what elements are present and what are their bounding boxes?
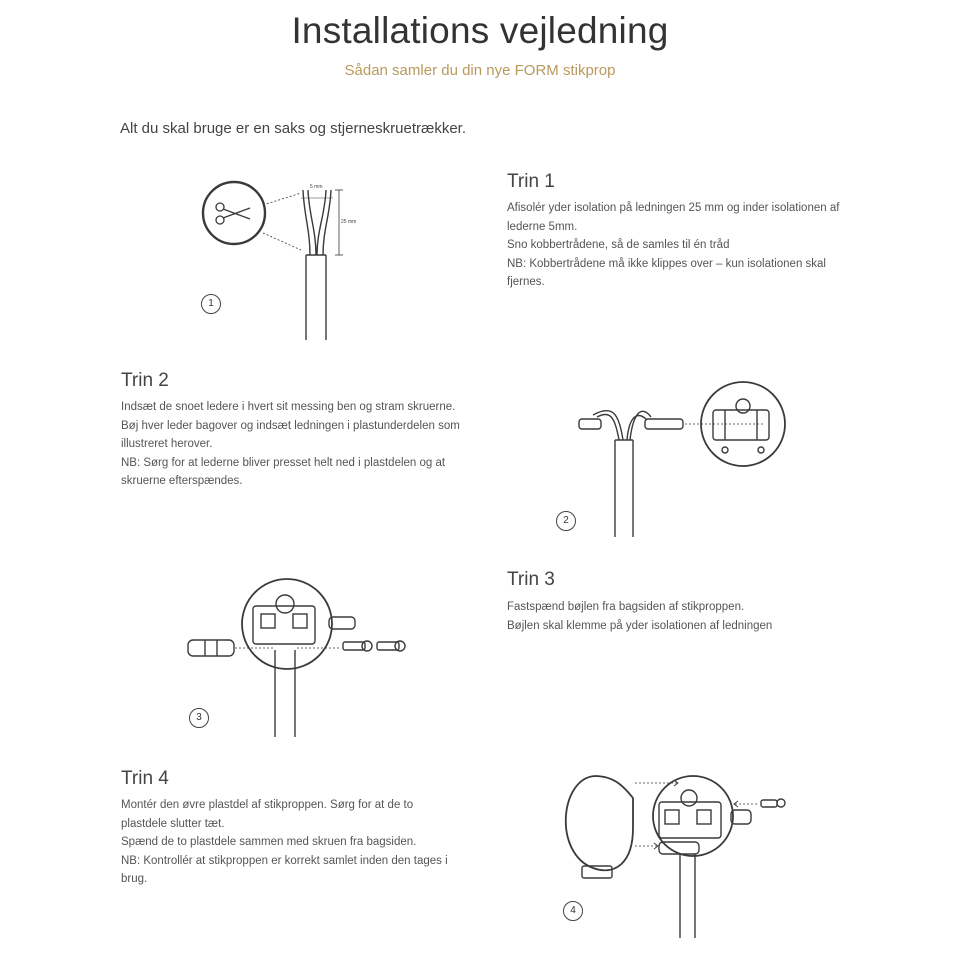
step-4-line: NB: Kontrollér at stikproppen er korrekt samlet inden den tages i [121,854,448,867]
step-4-heading: Trin 4 [121,768,169,789]
step-2-line: NB: Sørg for at lederne bliver presset helt ned i plastdelen og at [121,456,446,469]
step-2-line: skruerne efterspændes. [121,475,243,487]
step-3-text [507,598,847,635]
step-1-heading: Trin 1 [507,171,555,192]
step-1-text [507,199,847,292]
step-3-line: Bøjlen skal klemme på yder isolationen af ledningen [507,619,773,632]
dim-label-25mm: 25 mm [341,219,357,225]
step-1-line: Afisolér yder isolation på ledningen 25 mm og inder isolationen af [507,202,840,214]
step-3-illustration [185,572,410,742]
step-4-line: plastdele slutter tæt. [121,817,225,830]
step-4-line: Montér den øvre plastdel af stikproppen. Sørg for at de to [121,799,414,811]
figure-number-3: 3 [189,708,209,728]
intro-text: Alt du skal bruge er en saks og stjerneskruetrækker. [120,120,466,137]
step-2-line: Bøj hver leder bagover og indsæt ledningen i plastunderdelen som [121,419,460,432]
step-1-illustration [195,175,375,345]
step-4-line: brug. [121,873,148,885]
page-subtitle: Sådan samler du din nye FORM stikprop [344,62,616,79]
dim-label-5mm: 5 mm [310,184,323,190]
step-2-line: illustreret herover. [121,438,213,450]
step-1-line: Sno kobbertrådene, så de samles til én tråd [507,239,730,251]
step-3-heading: Trin 3 [507,569,555,590]
figure-number-1: 1 [201,294,221,314]
step-2-heading: Trin 2 [121,370,169,391]
page-title: Installations vejledning [291,10,669,51]
step-2-text [121,398,461,491]
step-1-line: lederne 5mm. [507,220,578,233]
scissors-icon [216,203,250,224]
step-4-line: Spænd de to plastdele sammen med skruen fra bagsiden. [121,836,417,848]
step-2-line: Indsæt de snoet ledere i hvert sit messing ben og stram skruerne. [121,401,456,413]
step-3-line: Fastspænd bøjlen fra bagsiden af stikproppen. [507,601,745,613]
step-1-line: fjernes. [507,276,545,288]
figure-number-2: 2 [556,511,576,531]
step-1-line: NB: Kobbertrådene må ikke klippes over – kun isolationen skal [507,257,826,270]
figure-number-4: 4 [563,901,583,921]
step-4-text [121,796,461,889]
step-4-illustration [555,768,790,943]
step-2-illustration [575,372,790,542]
